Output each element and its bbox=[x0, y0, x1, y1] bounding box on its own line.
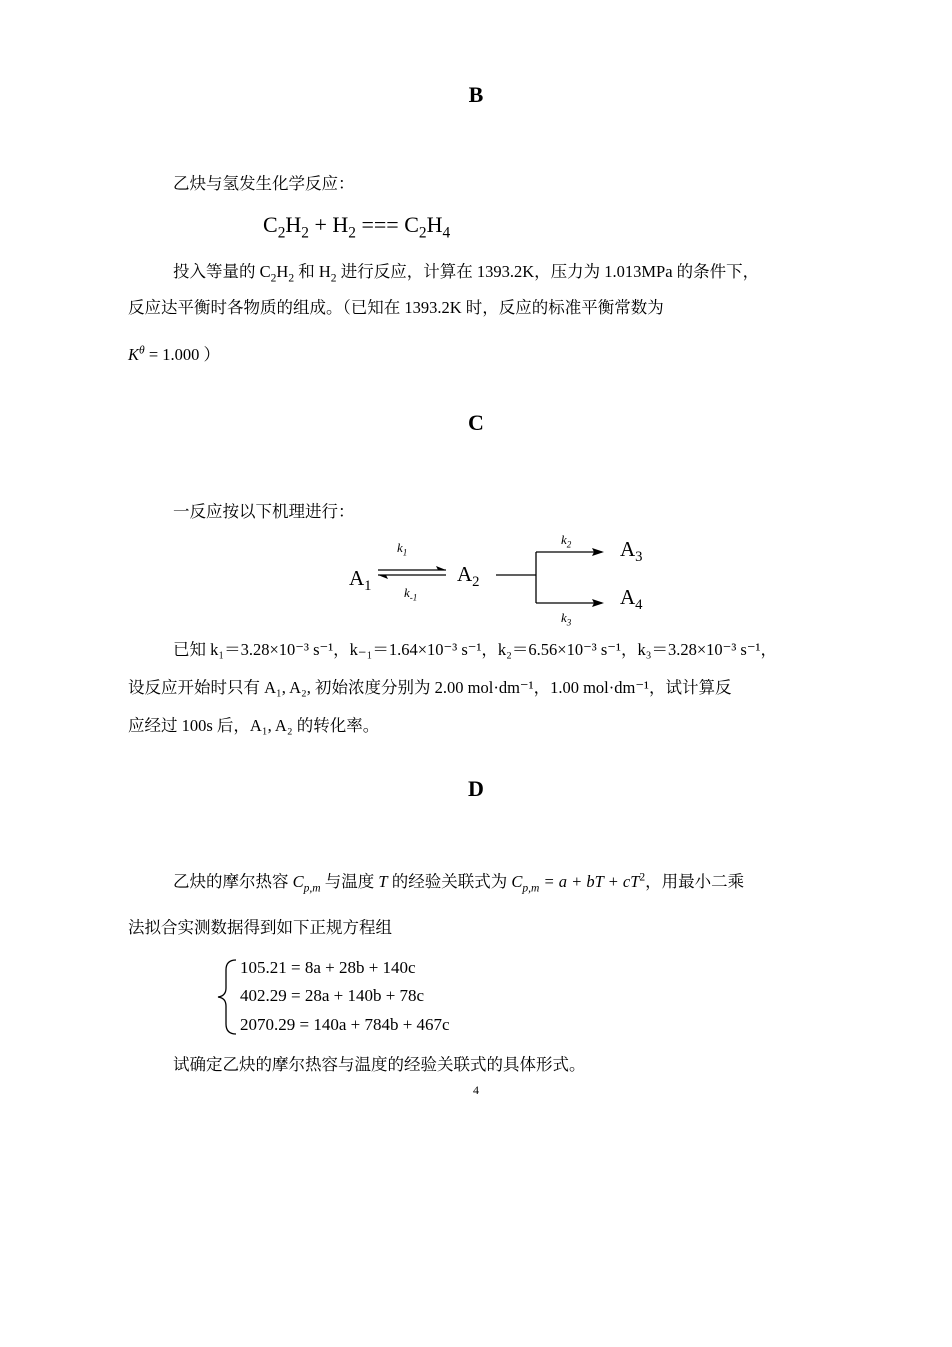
page-number: 4 bbox=[473, 1083, 479, 1097]
section-b-intro: 乙炔与氢发生化学反应： bbox=[173, 174, 355, 193]
rate-constant-k2: $k_2$ bbox=[561, 532, 572, 550]
section-b-heading: B bbox=[468, 82, 484, 107]
system-equation-3: 2070.29 = 140a + 784b + 467c bbox=[240, 1015, 450, 1034]
reaction-mechanism-diagram bbox=[340, 528, 660, 628]
section-d-line3: 试确定乙炔的摩尔热容与温度的经验关联式的具体形式。 bbox=[173, 1055, 586, 1074]
species-a3: $A_3$ bbox=[620, 537, 643, 566]
section-d-line2: 法拟合实测数据得到如下正规方程组 bbox=[128, 918, 392, 937]
system-equation-2: 402.29 = 28a + 140b + 78c bbox=[240, 986, 425, 1005]
section-c-line2: 设反应开始时只有 A₁, A₂, 初始浓度分别为 2.00 mol·dm⁻¹，1.00 mol·dm⁻¹，试计算反 bbox=[128, 678, 732, 697]
section-c-line1: 已知 k₁＝3.28×10⁻³ s⁻¹，k₋₁＝1.64×10⁻³ s⁻¹，k₂＝6.56×10⁻³ s⁻¹，k₃＝3.28×10⁻³ s⁻¹， bbox=[173, 640, 777, 659]
species-a4: $A_4$ bbox=[620, 585, 643, 614]
system-equation-1: 105.21 = 8a + 28b + 140c bbox=[240, 958, 416, 977]
section-c-intro: 一反应按以下机理进行： bbox=[173, 502, 355, 521]
rate-constant-k-1: $k_{-1}$ bbox=[404, 585, 418, 603]
section-b-line1: 投入等量的 $C_2H_2$ 和 $H_2$ 进行反应，计算在 1393.2K，压力为 1.013MPa 的条件下， bbox=[173, 262, 760, 285]
rate-constant-k3: $k_3$ bbox=[561, 610, 572, 628]
section-c-line3: 应经过 100s 后，A₁, A₂ 的转化率。 bbox=[128, 716, 380, 735]
section-d-heading: D bbox=[468, 776, 484, 801]
species-a1: $A_1$ bbox=[349, 566, 372, 595]
section-d-line1: 乙炔的摩尔热容 $C_{p,m}$ 与温度 T 的经验关联式为 $C_{p,m} = a$ + bT + $cT^2$，用最小二乘 bbox=[173, 871, 745, 895]
equation-system-brace bbox=[214, 958, 240, 1036]
reaction-equation: $C_2H_2 + H_2$ === $C_2H_4$ bbox=[263, 212, 451, 242]
section-c-heading: C bbox=[468, 410, 484, 435]
section-b-line3: $K^\theta = 1.000$ ） bbox=[128, 344, 221, 364]
section-b-line2: 反应达平衡时各物质的组成。（已知在 1393.2K 时，反应的标准平衡常数为 bbox=[128, 298, 664, 317]
rate-constant-k1: $k_1$ bbox=[397, 540, 408, 558]
species-a2: $A_2$ bbox=[457, 562, 480, 591]
